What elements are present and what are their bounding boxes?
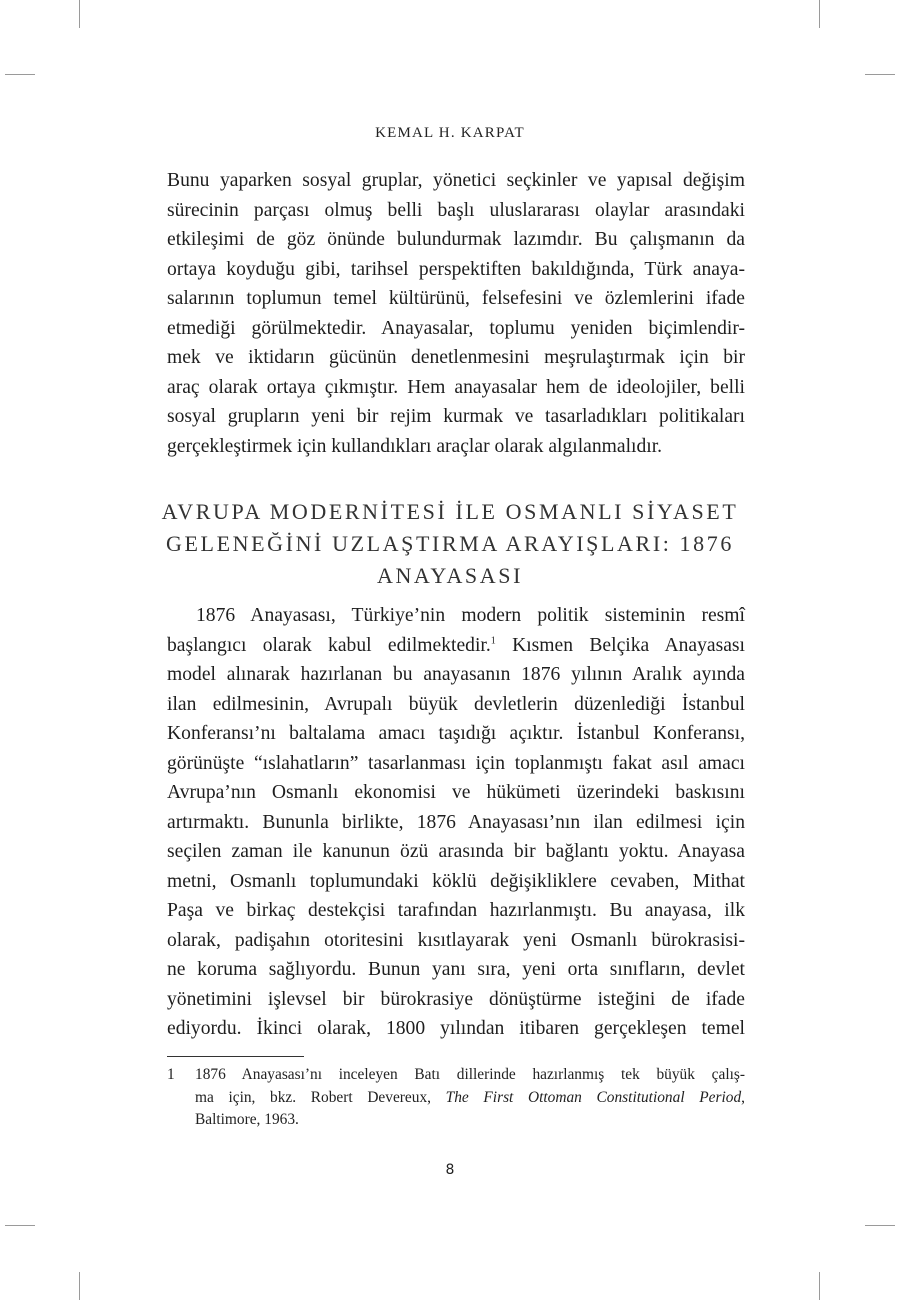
text-line: model alınarak hazırlanan bu anayasanın 1876 yılının Aralık ayında [167, 664, 745, 685]
text-line: artırmaktı. Bununla birlikte, 1876 Anayasası’nın ilan edilmesi için [167, 811, 745, 833]
footnote-line [195, 1087, 745, 1110]
text-line: olarak, padişahın otoritesini kısıtlayarak yeni Osmanlı bürokrasisi- [167, 929, 745, 951]
text-line: ne koruma sağlıyordu. Bunun yanı sıra, yeni orta sınıfların, devlet [167, 959, 745, 980]
running-head: KEMAL H. KARPAT [375, 125, 525, 141]
text-line: metni, Osmanlı toplumundaki köklü değişikliklere cevaben, Mithat [167, 870, 745, 892]
text-line: seçilen zaman ile kanunun özü arasında bir bağlantı yoktu. Anayasa [167, 841, 745, 862]
paragraph-2 [167, 601, 745, 1044]
crop-mark [5, 1225, 35, 1226]
text-line: ilan edilmesinin, Avrupalı büyük devletlerin düzenlediği İstanbul [167, 693, 745, 715]
paragraph-1 [167, 166, 745, 461]
page-number: 8 [445, 1162, 455, 1178]
footnote-text [195, 1064, 745, 1132]
text-line: Paşa ve birkaç destekçisi tarafından hazırlanmıştı. Bu anayasa, ilk [167, 900, 745, 921]
text-line: etkileşimi de göz önünde bulundurmak lazımdır. Bu çalışmanın da [167, 229, 745, 250]
section-heading [140, 496, 760, 592]
heading-line: AVRUPA MODERNİTESİ İLE OSMANLI SİYASET [161, 499, 739, 524]
crop-mark [865, 74, 895, 75]
text-line: gerçekleştirmek için kullandıkları araçlar olarak algılanmalıdır. [167, 435, 663, 457]
text-line: ortaya koyduğu gibi, tarihsel perspektiften bakıldığında, Türk anaya- [167, 258, 745, 280]
text-line: yönetimini işlevsel bir bürokrasiye dönüştürme isteğini de ifade [167, 988, 745, 1010]
text-line: sürecinin parçası olmuş belli başlı uluslararası olaylar arasındaki [167, 199, 745, 221]
text-line: sosyal grupların yeni bir rejim kurmak ve tasarladıkları politikaları [167, 406, 745, 427]
crop-mark [79, 1272, 80, 1300]
text-line: mek ve iktidarın gücünün denetlenmesini meşrulaştırmak için bir [167, 347, 745, 368]
text-line: salarının toplumun temel kültürünü, felsefesini ve özlemlerini ifade [167, 288, 745, 309]
crop-mark [5, 74, 35, 75]
crop-mark [819, 0, 820, 28]
text-line: görünüşte “ıslahatların” tasarlanması için toplanmıştı fakat asıl amacı [167, 752, 745, 774]
text-line: Bunu yaparken sosyal gruplar, yönetici seçkinler ve yapısal değişim [167, 170, 745, 191]
text-line: araç olarak ortaya çıkmıştır. Hem anayasalar hem de ideolojiler, belli [167, 376, 745, 398]
text-segment: başlangıcı olarak kabul edilmektedir. [167, 634, 491, 656]
footnote [167, 1064, 745, 1132]
crop-mark [819, 1272, 820, 1300]
crop-mark [865, 1225, 895, 1226]
text-line: ediyordu. İkinci olarak, 1800 yılından itibaren gerçekleşen temel [167, 1018, 745, 1039]
crop-mark [79, 0, 80, 28]
text-line: Avrupa’nın Osmanlı ekonomisi ve hükümeti üzerindeki baskısını [167, 782, 745, 803]
text-segment: , [741, 1088, 746, 1106]
footnote-number: 1 [167, 1066, 175, 1083]
footnote-line: Baltimore, 1963. [195, 1111, 299, 1128]
heading-line: GELENEĞİNİ UZLAŞTIRMA ARAYIŞLARI: 1876 [166, 531, 734, 556]
heading-line: ANAYASASI [376, 563, 524, 588]
text-line: 1876 Anayasası, Türkiye’nin modern politik sisteminin resmî [196, 605, 745, 626]
cited-title: The First Ottoman Constitutional Period [445, 1088, 742, 1106]
text-line: etmediği görülmektedir. Anayasalar, toplumu yeniden biçimlendir- [167, 317, 745, 339]
text-line: Konferansı’nı baltalama amacı taşıdığı açıktır. İstanbul Konferansı, [167, 723, 745, 744]
text-line [167, 631, 745, 661]
footnote-reference[interactable]: 1 [490, 634, 496, 646]
footnote-line: 1876 Anayasası’nı inceleyen Batı dillerinde hazırlanmış tek büyük çalış- [195, 1066, 745, 1083]
footnote-separator [167, 1056, 304, 1057]
text-segment: Kısmen Belçika Anayasası [495, 634, 745, 656]
text-segment: ma için, bkz. Robert Devereux, [195, 1088, 446, 1106]
